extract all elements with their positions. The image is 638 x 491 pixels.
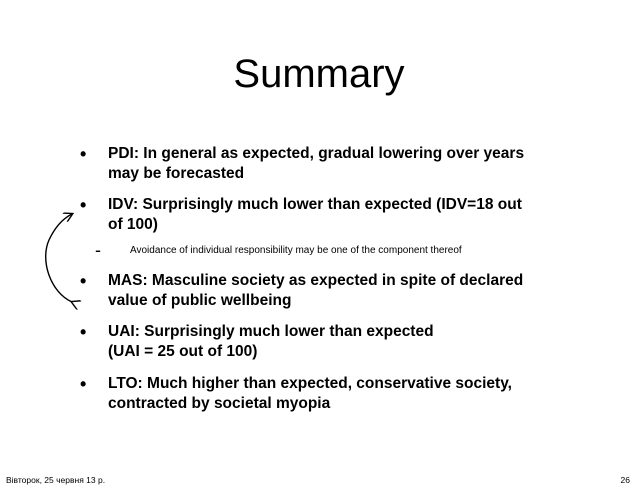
bullet-text-line: (UAI = 25 out of 100) [108,343,258,360]
bullet-text-line: IDV: Surprisingly much lower than expected (IDV=18 out [108,196,522,213]
bullet-text-line: may be forecasted [108,165,245,182]
page-number: 26 [620,475,630,485]
bullet-marker: • [80,144,87,164]
sub-bullet-text: Avoidance of individual responsibility may be one of the component thereof [130,245,462,256]
bullet-text-line: UAI: Surprisingly much lower than expected [108,323,434,340]
bullet-marker: • [80,374,87,394]
bullet-text-line: MAS: Masculine society as expected in spite of declared [108,272,524,289]
slide-title: Summary [233,52,405,96]
bullet-marker: • [80,322,87,342]
bullet-marker: • [80,195,87,215]
bullet-text-line: LTO: Much higher than expected, conservative society, [108,375,512,392]
bullet-marker: • [80,271,87,291]
bullet-text-line: PDI: In general as expected, gradual lowering over years [108,145,525,162]
sub-bullet-dash: - [95,240,101,260]
bullet-text-line: contracted by societal myopia [108,395,331,412]
bullet-text-line: value of public wellbeing [108,292,292,309]
bullet-text-line: of 100) [108,216,158,233]
footer-date: Вівторок, 25 червня 13 р. [6,475,106,485]
